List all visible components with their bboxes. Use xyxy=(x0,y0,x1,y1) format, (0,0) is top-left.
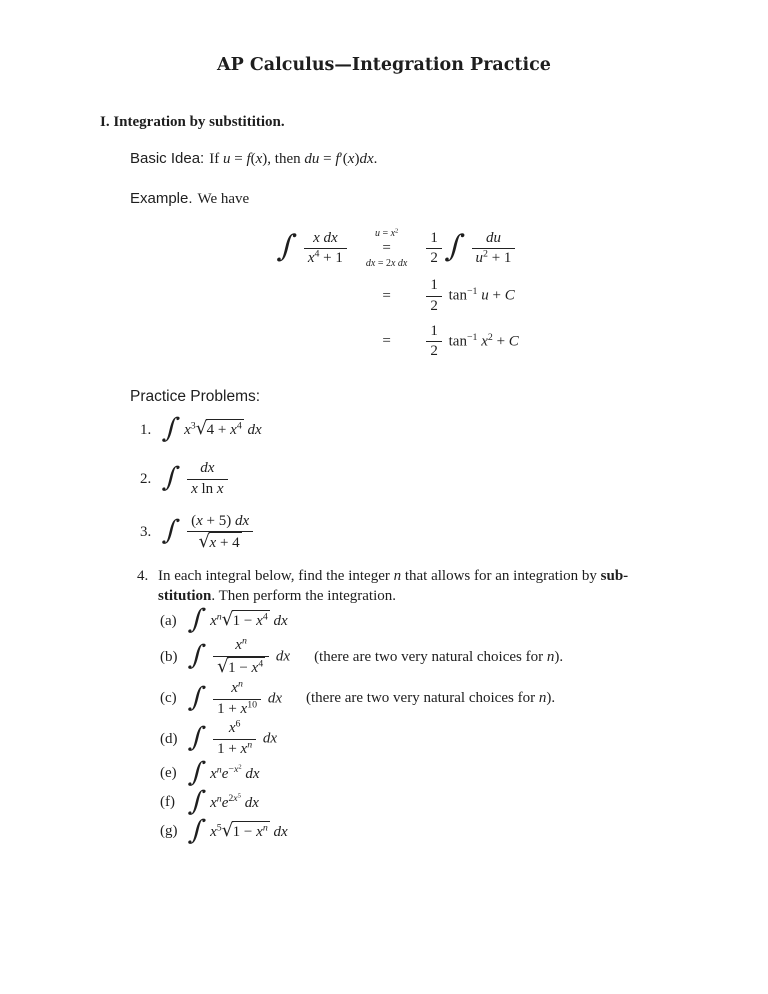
math-variable: x xyxy=(240,740,248,757)
math-text: 2 xyxy=(395,227,399,235)
numerator xyxy=(426,230,442,250)
denominator xyxy=(426,342,442,361)
math-variable: x xyxy=(210,765,217,782)
math-text: 1 xyxy=(430,322,438,339)
math-text: + 1 xyxy=(487,250,512,267)
math-text: 2 xyxy=(228,793,234,805)
math-text: 1 xyxy=(430,277,438,294)
math-variable: n xyxy=(262,822,268,834)
math-variable: x xyxy=(230,422,237,439)
radicand xyxy=(206,419,244,438)
numerator xyxy=(426,323,442,343)
math-variable: n xyxy=(538,690,547,707)
superscript xyxy=(247,699,257,710)
math-variable: x xyxy=(210,794,217,811)
math-text: ) xyxy=(354,151,360,168)
math-variable: x xyxy=(191,480,198,497)
math-text: ′( xyxy=(339,151,348,168)
superscript xyxy=(467,332,478,343)
math-variable: x xyxy=(231,679,238,696)
equals-sign: = xyxy=(382,240,391,257)
problem-2-number: 2. xyxy=(140,470,152,487)
math-variable: dx xyxy=(269,823,288,840)
item-d-formula xyxy=(188,720,277,758)
item-c-label: (c) xyxy=(160,690,177,707)
equals-sign: = xyxy=(382,287,391,304)
fraction xyxy=(426,277,442,315)
example-line xyxy=(130,189,768,210)
math-variable: dx xyxy=(243,422,262,439)
math-text: that allows for an integration by xyxy=(401,567,601,584)
fraction xyxy=(213,637,269,677)
equation-rhs-1 xyxy=(423,230,518,268)
section-heading: I. Integration by substitition. xyxy=(100,113,285,130)
math-text: 2 xyxy=(430,343,438,360)
math-text: (there are two very natural choices for xyxy=(314,648,547,665)
math-variable: x xyxy=(251,660,259,677)
math-variable: n xyxy=(216,793,222,805)
math-variable: dx xyxy=(259,730,278,747)
problem-4 xyxy=(137,567,768,607)
math-variable: x dx xyxy=(390,258,408,270)
fraction xyxy=(426,323,442,361)
radicand xyxy=(232,821,270,840)
item-b-label: (b) xyxy=(160,648,178,665)
fraction xyxy=(187,513,253,553)
math-variable: n xyxy=(216,764,222,776)
item-b-note xyxy=(314,648,563,668)
radical-sign: √ xyxy=(221,819,234,841)
numerator xyxy=(187,460,228,480)
math-text: = xyxy=(230,151,247,168)
numerator xyxy=(213,720,256,740)
example-label: Example. xyxy=(130,189,193,207)
superscript xyxy=(263,612,268,623)
math-text: ), then xyxy=(262,151,305,168)
math-text: ( xyxy=(191,512,197,529)
problem-4-items xyxy=(160,604,768,846)
denominator xyxy=(187,480,228,499)
problem-1-number: 1. xyxy=(140,421,152,438)
math-variable: x xyxy=(196,512,203,529)
integral-sign: ∫ xyxy=(186,640,208,672)
math-variable: x xyxy=(347,151,355,168)
equation-rhs-3 xyxy=(423,323,518,361)
math-text: If xyxy=(209,151,223,168)
equals-sign: = xyxy=(382,333,391,350)
basic-idea-math xyxy=(209,151,377,167)
math-variable: x xyxy=(235,637,242,654)
basic-idea-label: Basic Idea: xyxy=(130,150,205,168)
math-text: 6 xyxy=(235,718,241,730)
integral-sign: ∫ xyxy=(160,413,182,445)
problem-4-item-g xyxy=(160,814,768,846)
problem-4-item-d xyxy=(160,720,768,758)
item-e-formula xyxy=(186,756,260,788)
math-text: 2 xyxy=(238,763,242,771)
radicand xyxy=(227,657,265,676)
math-text: + 5) xyxy=(202,512,235,529)
denominator xyxy=(187,532,253,553)
math-text: = 2 xyxy=(375,258,391,270)
item-d-label: (d) xyxy=(160,730,178,747)
math-text: 4 xyxy=(262,611,268,623)
basic-idea-line xyxy=(130,149,768,170)
math-variable: u xyxy=(475,250,484,267)
math-variable: f xyxy=(335,151,340,168)
substitution-dx xyxy=(366,257,407,270)
math-variable: x xyxy=(210,823,217,840)
math-variable: n xyxy=(216,611,222,623)
math-variable: du xyxy=(304,151,320,168)
superscript xyxy=(467,286,478,297)
superscript xyxy=(242,636,247,647)
math-text: 1 + xyxy=(217,740,241,757)
problem-2-formula xyxy=(162,460,231,498)
math-variable: n xyxy=(237,678,243,690)
problem-4-intro xyxy=(158,567,738,607)
math-text: 1 xyxy=(430,229,438,246)
fraction xyxy=(213,720,256,758)
math-variable: dx xyxy=(200,460,215,477)
equation-rhs-2 xyxy=(423,277,514,315)
integral-sign: ∫ xyxy=(160,515,182,547)
problem-4-item-f xyxy=(160,785,768,817)
math-text: − xyxy=(228,764,234,776)
fraction xyxy=(472,230,516,268)
superscript xyxy=(235,719,240,730)
item-f-label: (f) xyxy=(160,794,175,811)
math-variable: du xyxy=(485,229,501,246)
superscript xyxy=(247,739,252,750)
practice-problems-label: Practice Problems: xyxy=(130,388,261,405)
math-variable: u xyxy=(374,228,380,240)
radical-sign: √ xyxy=(198,531,211,553)
math-variable: x xyxy=(390,228,396,240)
math-text: 1 − xyxy=(232,823,257,840)
item-g-formula xyxy=(186,814,288,846)
integral-sign: ∫ xyxy=(186,681,208,713)
problem-3-number: 3. xyxy=(140,523,152,540)
math-text: −1 xyxy=(466,331,478,343)
problem-4-item-a xyxy=(160,604,768,636)
fraction xyxy=(213,680,261,718)
math-text: (there are two very natural choices for xyxy=(306,690,539,707)
math-variable: dx xyxy=(269,613,288,630)
radical-sign: √ xyxy=(195,418,208,440)
integral-sign: ∫ xyxy=(443,228,467,264)
math-text: 1 − xyxy=(232,613,257,630)
math-text: 5 xyxy=(237,792,241,800)
math-text: 1 − xyxy=(228,660,252,677)
math-text: tan xyxy=(444,333,467,350)
problem-3-formula xyxy=(162,513,256,553)
math-text: 4 xyxy=(314,248,320,260)
numerator xyxy=(426,277,442,297)
math-variable: x xyxy=(216,480,224,497)
math-variable: n xyxy=(393,567,402,584)
denominator xyxy=(213,700,261,719)
math-variable: x xyxy=(233,793,238,805)
math-variable: dx xyxy=(359,151,374,168)
math-variable: x xyxy=(307,250,315,267)
math-text: tan xyxy=(444,287,467,304)
math-variable: x xyxy=(256,613,263,630)
integral-sign: ∫ xyxy=(186,756,208,788)
fraction xyxy=(187,460,228,498)
superscript xyxy=(238,678,243,689)
page-title: AP Calculus—Integration Practice xyxy=(217,55,551,75)
math-variable: x xyxy=(210,613,217,630)
math-text: + xyxy=(488,287,505,304)
item-b-formula xyxy=(188,637,290,677)
math-text: 2 xyxy=(430,297,438,314)
math-text: 10 xyxy=(247,699,258,711)
bold-text: sub- xyxy=(600,567,629,584)
integral-sign: ∫ xyxy=(186,604,208,636)
math-variable: dx xyxy=(365,258,376,270)
math-text: 4 + xyxy=(206,422,231,439)
superscript xyxy=(258,659,263,670)
item-g-label: (g) xyxy=(160,823,178,840)
math-text: ( xyxy=(250,151,256,168)
item-a-label: (a) xyxy=(160,613,177,630)
denominator xyxy=(213,740,256,759)
math-text: = xyxy=(319,151,336,168)
math-variable: x xyxy=(255,151,263,168)
integral-sign: ∫ xyxy=(275,228,299,264)
problem-1 xyxy=(140,413,768,445)
math-text: = xyxy=(379,228,391,240)
radicand xyxy=(209,532,242,551)
numerator xyxy=(187,513,253,533)
math-text: In each integral below, find the integer xyxy=(158,567,394,584)
math-variable: n xyxy=(247,739,253,751)
item-a-formula xyxy=(186,604,288,636)
math-variable: dx xyxy=(234,512,250,529)
math-variable: C xyxy=(504,287,515,304)
denominator xyxy=(472,249,516,268)
math-variable: x xyxy=(209,535,217,552)
math-variable: u xyxy=(477,287,489,304)
problem-1-formula xyxy=(160,413,262,445)
math-variable: C xyxy=(508,333,519,350)
numerator xyxy=(213,637,269,657)
numerator xyxy=(304,230,347,250)
math-text: 1 + xyxy=(217,700,241,717)
problem-4-item-e xyxy=(160,756,768,788)
superscript xyxy=(237,421,242,432)
math-variable: f xyxy=(246,151,251,168)
math-text: 3 xyxy=(190,420,196,432)
math-variable: x xyxy=(228,720,236,737)
problem-4-item-b xyxy=(160,637,768,677)
item-f-formula xyxy=(186,785,259,817)
problem-4-number: 4. xyxy=(137,567,149,584)
math-text: 2 xyxy=(430,250,438,267)
math-text: . Then perform the integration. xyxy=(211,587,397,604)
example-text: We have xyxy=(197,190,250,207)
problem-3 xyxy=(140,513,768,553)
substitution-u xyxy=(375,227,398,240)
math-variable: e xyxy=(221,765,229,782)
superscript xyxy=(228,793,241,804)
integral-sign: ∫ xyxy=(186,814,208,846)
math-variable: dx xyxy=(241,765,260,782)
math-variable: x xyxy=(184,422,191,439)
denominator xyxy=(213,657,269,678)
numerator xyxy=(472,230,516,250)
math-text: 4 xyxy=(258,658,264,670)
math-variable: x xyxy=(477,333,488,350)
math-variable: x dx xyxy=(313,229,338,246)
item-c-formula xyxy=(188,680,282,718)
math-variable: x xyxy=(240,700,248,717)
integral-sign: ∫ xyxy=(186,721,208,753)
math-variable: x xyxy=(233,764,239,776)
math-text: 4 xyxy=(236,420,242,432)
equation-lhs xyxy=(277,230,350,268)
integral-sign: ∫ xyxy=(160,461,182,493)
denominator xyxy=(304,249,347,268)
example-equation xyxy=(277,227,519,361)
bold-text: stitution xyxy=(158,587,212,604)
math-text: ). xyxy=(546,690,556,707)
denominator xyxy=(426,249,442,268)
item-c-note xyxy=(306,689,555,709)
superscript xyxy=(228,764,241,775)
equation-substitution-annotation xyxy=(366,227,407,270)
superscript xyxy=(263,822,268,833)
numerator xyxy=(213,680,261,700)
radical-sign: √ xyxy=(217,656,229,678)
math-variable: dx xyxy=(264,690,283,707)
problem-4-item-c xyxy=(160,680,768,718)
math-text: 2 xyxy=(487,331,493,343)
radicand xyxy=(232,610,270,629)
radical-sign: √ xyxy=(221,609,234,631)
math-variable: dx xyxy=(272,649,291,666)
denominator xyxy=(426,297,442,316)
superscript xyxy=(395,228,398,235)
math-text: + xyxy=(492,333,509,350)
math-text: + 4 xyxy=(216,535,240,552)
math-text: 5 xyxy=(216,822,222,834)
math-text: −1 xyxy=(466,286,478,298)
math-text: 2 xyxy=(483,248,488,260)
math-text: + 1 xyxy=(319,250,343,267)
integral-sign: ∫ xyxy=(186,785,208,817)
math-variable: e xyxy=(221,794,229,811)
math-text: . xyxy=(373,151,378,168)
math-variable: dx xyxy=(240,794,259,811)
math-text: ln xyxy=(197,480,217,497)
problem-2 xyxy=(140,460,768,498)
math-variable: u xyxy=(222,151,231,168)
math-variable: n xyxy=(546,648,555,665)
math-text: ). xyxy=(554,648,564,665)
math-variable: n xyxy=(241,636,247,648)
fraction xyxy=(426,230,442,268)
item-e-label: (e) xyxy=(160,765,177,782)
math-variable: x xyxy=(256,823,263,840)
fraction xyxy=(304,230,347,268)
